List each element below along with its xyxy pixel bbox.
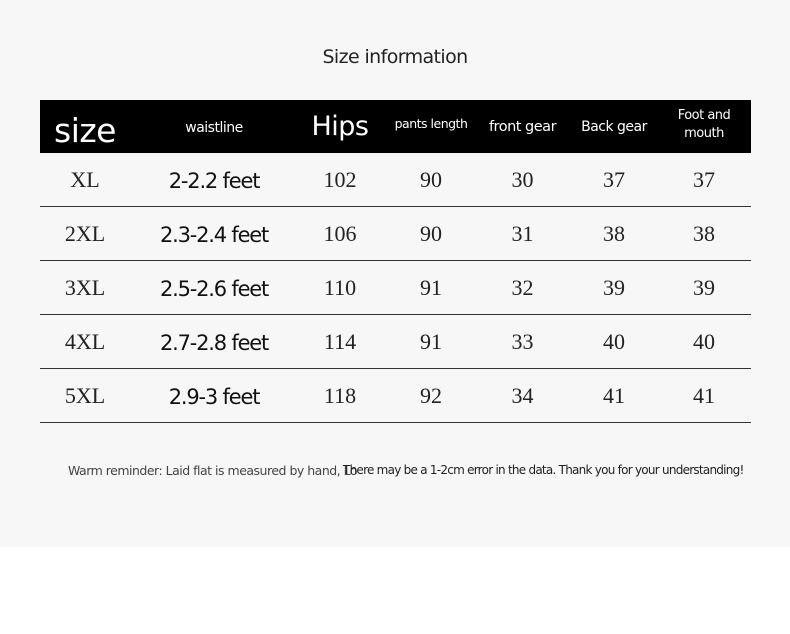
header-pants-length: pants length (394, 116, 468, 132)
back-gear-cell: 38 (603, 220, 625, 246)
hips-cell: 102 (323, 166, 357, 192)
front-gear-cell: 30 (511, 166, 534, 192)
header-back-gear: Back gear (581, 119, 647, 136)
table-row (40, 315, 751, 369)
header-front-gear: front gear (488, 118, 557, 135)
front-gear-cell: 34 (511, 382, 534, 408)
header-foot-and-mouth: Foot and mouth (677, 107, 731, 141)
waistline-cell: 2.7-2.8 feet (159, 331, 269, 355)
back-gear-cell: 37 (603, 166, 625, 192)
waistline-cell: 2.3-2.4 feet (159, 223, 269, 247)
front-gear-cell: 31 (511, 220, 534, 246)
page-title: Size information (322, 46, 468, 68)
size-cell: XL (70, 166, 100, 192)
waistline-cell: 2.9-3 feet (168, 385, 260, 409)
header-hips: Hips (311, 111, 369, 143)
hips-cell: 118 (323, 382, 357, 408)
foot-and-mouth-cell: 40 (693, 328, 715, 354)
back-gear-cell: 40 (603, 328, 625, 354)
foot-and-mouth-cell: 39 (693, 274, 715, 300)
waistline-cell: 2.5-2.6 feet (159, 277, 269, 301)
size-table (40, 100, 751, 423)
front-gear-cell: 33 (511, 328, 534, 354)
warm-reminder-text: Warm reminder: Laid flat is measured by hand, Lo (68, 463, 358, 478)
back-gear-cell: 41 (603, 382, 625, 408)
error-note-text: There may be a 1-2cm error in the data. Thank you for your understanding! (343, 463, 744, 477)
back-gear-cell: 39 (603, 274, 625, 300)
table-row (40, 153, 751, 207)
size-cell: 5XL (64, 382, 106, 408)
front-gear-cell: 32 (511, 274, 534, 300)
foot-and-mouth-cell: 37 (693, 166, 715, 192)
pants-length-cell: 90 (420, 166, 442, 192)
header-size: size (54, 111, 116, 151)
table-row (40, 207, 751, 261)
pants-length-cell: 91 (420, 328, 442, 354)
pants-length-cell: 91 (420, 274, 442, 300)
table-row (40, 369, 751, 423)
hips-cell: 106 (323, 220, 357, 246)
foot-and-mouth-cell: 38 (693, 220, 715, 246)
pants-length-cell: 92 (420, 382, 442, 408)
waistline-cell: 2-2.2 feet (168, 169, 260, 193)
header-waistline: waistline (185, 120, 243, 137)
table-header (40, 100, 751, 153)
hips-cell: 114 (323, 328, 357, 354)
size-cell: 2XL (64, 220, 106, 246)
hips-cell: 110 (323, 274, 357, 300)
size-cell: 4XL (64, 328, 106, 354)
foot-and-mouth-cell: 41 (693, 382, 715, 408)
size-cell: 3XL (64, 274, 106, 300)
table-row (40, 261, 751, 315)
pants-length-cell: 90 (420, 220, 442, 246)
